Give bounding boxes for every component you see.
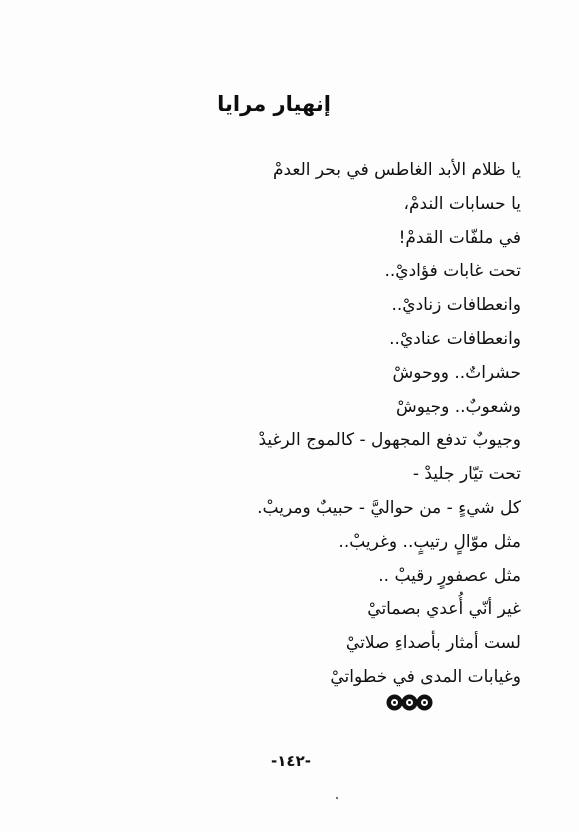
poem-line: وانعطافات زناديْ.. — [391, 295, 521, 316]
poem-line: في ملفّات القدمْ! — [398, 227, 521, 248]
poem-lines — [51, 154, 521, 695]
poem-title: إنهيار مرايا — [217, 92, 331, 116]
poem-line: وغيابات المدى في خطواتيْ — [330, 666, 521, 687]
page-number: -١٤٢- — [271, 752, 311, 770]
print-speck — [336, 797, 338, 799]
poem-line: غير أنّي أُعدي بصماتيْ — [367, 599, 521, 620]
poem-line: تحت تيّار جليدْ - — [412, 464, 521, 485]
poem-line: تحت غابات فؤاديْ.. — [384, 261, 521, 282]
poem-line: لست أمثار بأصداءِ صلاتيْ — [345, 633, 521, 654]
poem-line: حشراتٌ.. ووحوشْ — [392, 362, 521, 383]
poem-line: كل شيءٍ - من حواليَّ - حبيبٌ ومريبْ. — [257, 497, 521, 518]
poem-line: مثل عصفورٍ رقيبْ .. — [378, 565, 521, 586]
poem-line: وجيوبٌ تدفع المجهول - كالموج الرغيدْ — [258, 430, 521, 451]
poem-line: وانعطافات عناديْ.. — [389, 328, 521, 349]
poem-line: وشعوبٌ.. وجيوشْ — [395, 396, 521, 417]
flower-icon — [418, 696, 431, 709]
flower-icon — [403, 696, 416, 709]
ornament-flowers-icon — [388, 692, 434, 712]
poem-line: مثل موّالٍ رتيبٍ.. وغريبْ.. — [338, 531, 521, 552]
flower-icon — [388, 696, 401, 709]
poem-line: يا حسابات الندمْ، — [403, 193, 521, 214]
poem-line: يا ظلام الأبد الغاطس في بحر العدمْ — [272, 160, 521, 180]
